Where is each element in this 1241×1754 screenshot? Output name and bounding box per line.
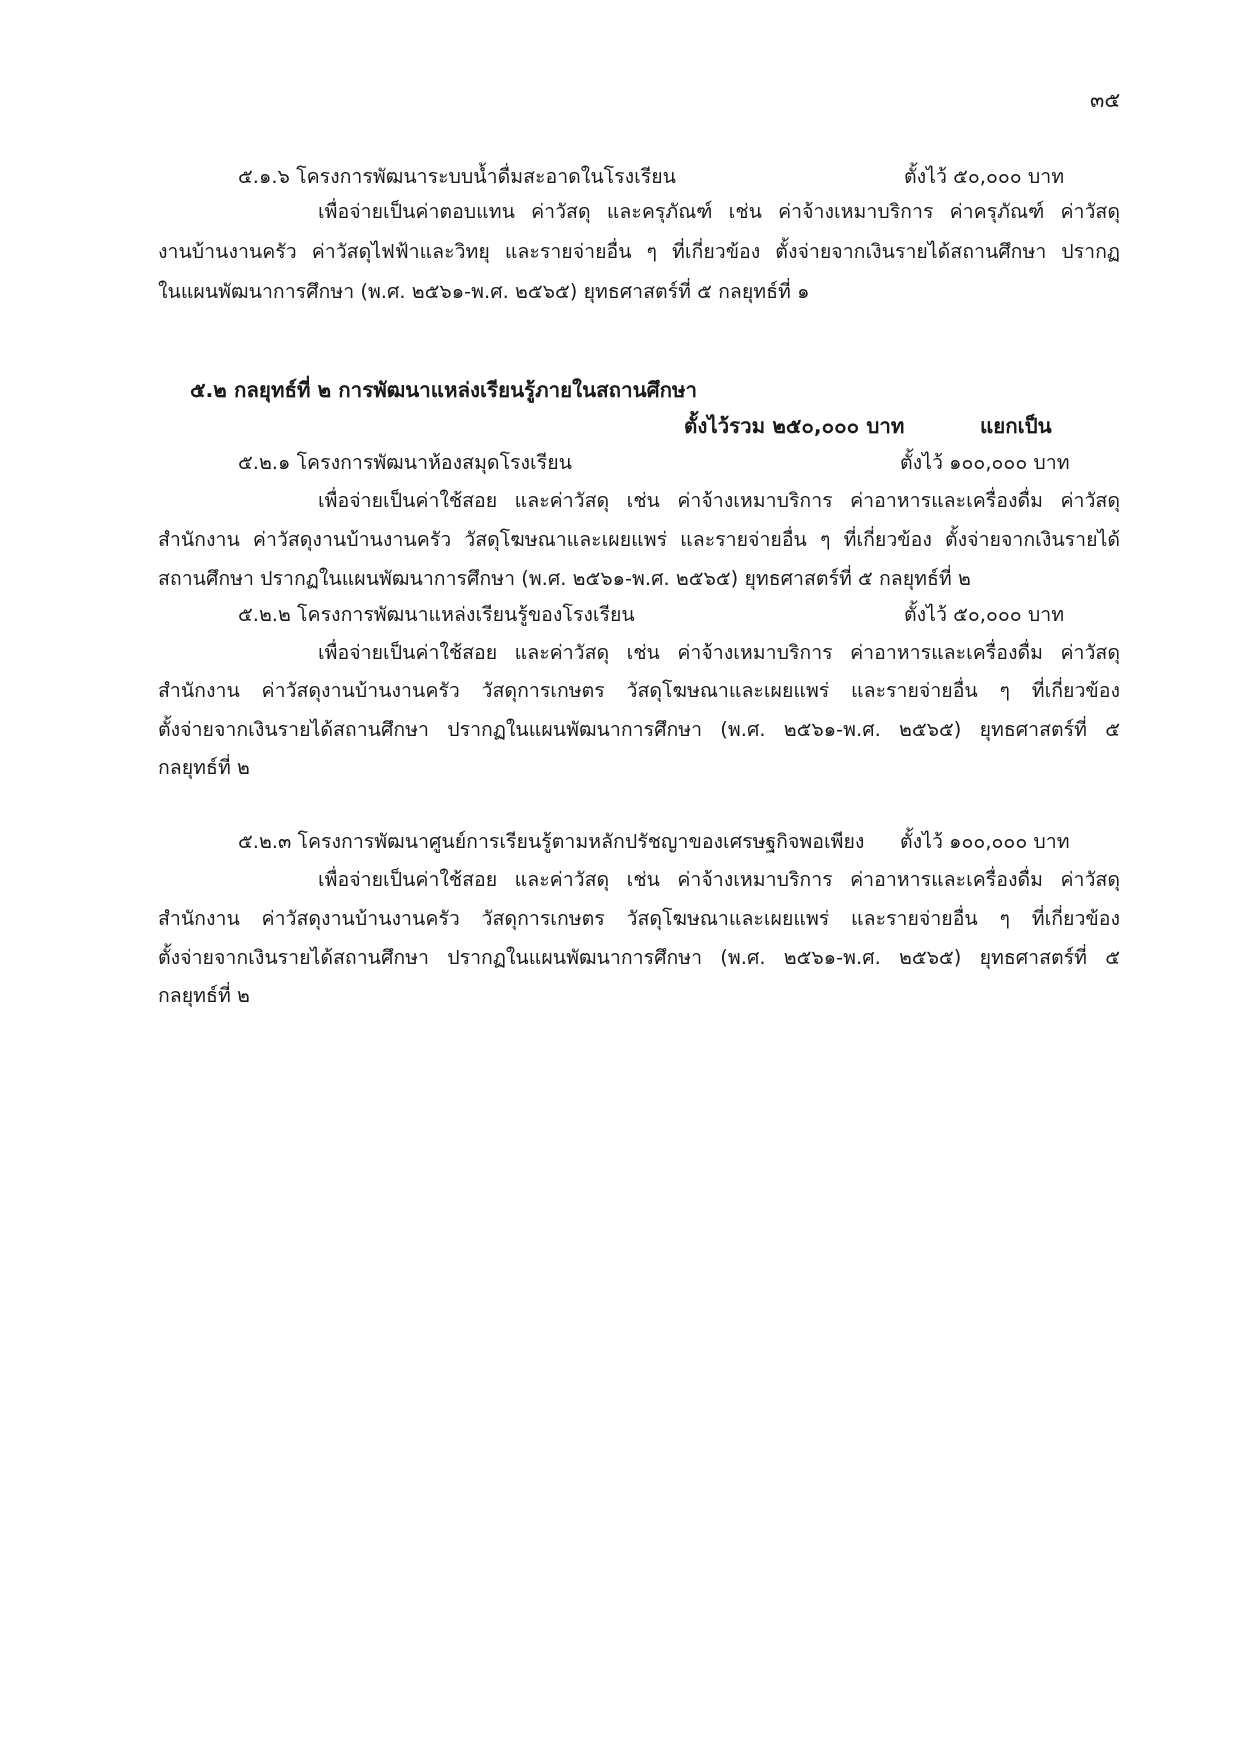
paragraph-line: ตั้งจ่ายจากเงินรายได้สถานศึกษา ปรากฏในแผนพัฒนาการศึกษา (พ.ศ. ๒๕๖๑-พ.ศ. ๒๕๖๕) ยุทธศาสตร์ที่ ๕	[158, 718, 1120, 741]
section-split-label: แยกเป็น	[980, 414, 1052, 438]
paragraph-line: เพื่อจ่ายเป็นค่าตอบแทน ค่าวัสดุ และครุภัณฑ์ เช่น ค่าจ้างเหมาบริการ ค่าครุภัณฑ์ ค่าวัสดุ	[318, 200, 1120, 223]
paragraph-line: ในแผนพัฒนาการศึกษา (พ.ศ. ๒๕๖๑-พ.ศ. ๒๕๖๕) ยุทธศาสตร์ที่ ๕ กลยุทธ์ที่ ๑	[158, 280, 810, 303]
project-amount: ตั้งไว้ ๕๐,๐๐๐ บาท	[904, 603, 1065, 626]
project-title: ๕.๑.๖ โครงการพัฒนาระบบน้ำดื่มสะอาดในโรงเรียน	[238, 165, 677, 188]
paragraph-line: สำนักงาน ค่าวัสดุงานบ้านงานครัว วัสดุการเกษตร วัสดุโฆษณาและเผยแพร่ และรายจ่ายอื่น ๆ ที่เกี่ยวข้อง	[158, 907, 1120, 930]
project-amount: ตั้งไว้ ๕๐,๐๐๐ บาท	[904, 165, 1065, 188]
paragraph-line: กลยุทธ์ที่ ๒	[158, 756, 250, 779]
section-heading: ๕.๒ กลยุทธ์ที่ ๒ การพัฒนาแหล่งเรียนรู้ภายในสถานศึกษา	[190, 378, 698, 402]
page-number: ๓๕	[1090, 88, 1121, 112]
project-title: ๕.๒.๑ โครงการพัฒนาห้องสมุดโรงเรียน	[238, 451, 572, 474]
paragraph-line: สำนักงาน ค่าวัสดุงานบ้านงานครัว วัสดุโฆษณาและเผยแพร่ และรายจ่ายอื่น ๆ ที่เกี่ยวข้อง ตั้งจ่ายจากเงินรายได้	[158, 528, 1120, 551]
paragraph-line: สถานศึกษา ปรากฏในแผนพัฒนาการศึกษา (พ.ศ. ๒๕๖๑-พ.ศ. ๒๕๖๕) ยุทธศาสตร์ที่ ๕ กลยุทธ์ที่ ๒	[158, 567, 971, 590]
paragraph-line: เพื่อจ่ายเป็นค่าใช้สอย และค่าวัสดุ เช่น ค่าจ้างเหมาบริการ ค่าอาหารและเครื่องดื่ม ค่าวัสดุ	[318, 868, 1120, 891]
paragraph-line: เพื่อจ่ายเป็นค่าใช้สอย และค่าวัสดุ เช่น ค่าจ้างเหมาบริการ ค่าอาหารและเครื่องดื่ม ค่าวัสดุ	[318, 641, 1120, 664]
section-total: ตั้งไว้รวม ๒๕๐,๐๐๐ บาท	[684, 414, 905, 438]
paragraph-line: สำนักงาน ค่าวัสดุงานบ้านงานครัว วัสดุการเกษตร วัสดุโฆษณาและเผยแพร่ และรายจ่ายอื่น ๆ ที่เกี่ยวข้อง	[158, 679, 1120, 702]
paragraph-line: กลยุทธ์ที่ ๒	[158, 984, 250, 1007]
project-amount: ตั้งไว้ ๑๐๐,๐๐๐ บาท	[900, 830, 1070, 853]
paragraph-line: งานบ้านงานครัว ค่าวัสดุไฟฟ้าและวิทยุ และรายจ่ายอื่น ๆ ที่เกี่ยวข้อง ตั้งจ่ายจากเงินรายได้สถานศึกษา ปรากฏ	[158, 240, 1120, 263]
paragraph-line: ตั้งจ่ายจากเงินรายได้สถานศึกษา ปรากฏในแผนพัฒนาการศึกษา (พ.ศ. ๒๕๖๑-พ.ศ. ๒๕๖๕) ยุทธศาสตร์ที่ ๕	[158, 946, 1120, 969]
paragraph-line: เพื่อจ่ายเป็นค่าใช้สอย และค่าวัสดุ เช่น ค่าจ้างเหมาบริการ ค่าอาหารและเครื่องดื่ม ค่าวัสดุ	[318, 489, 1120, 512]
project-amount: ตั้งไว้ ๑๐๐,๐๐๐ บาท	[900, 451, 1070, 474]
project-title: ๕.๒.๒ โครงการพัฒนาแหล่งเรียนรู้ของโรงเรียน	[238, 603, 635, 626]
project-title: ๕.๒.๓ โครงการพัฒนาศูนย์การเรียนรู้ตามหลักปรัชญาของเศรษฐกิจพอเพียง	[238, 830, 865, 853]
